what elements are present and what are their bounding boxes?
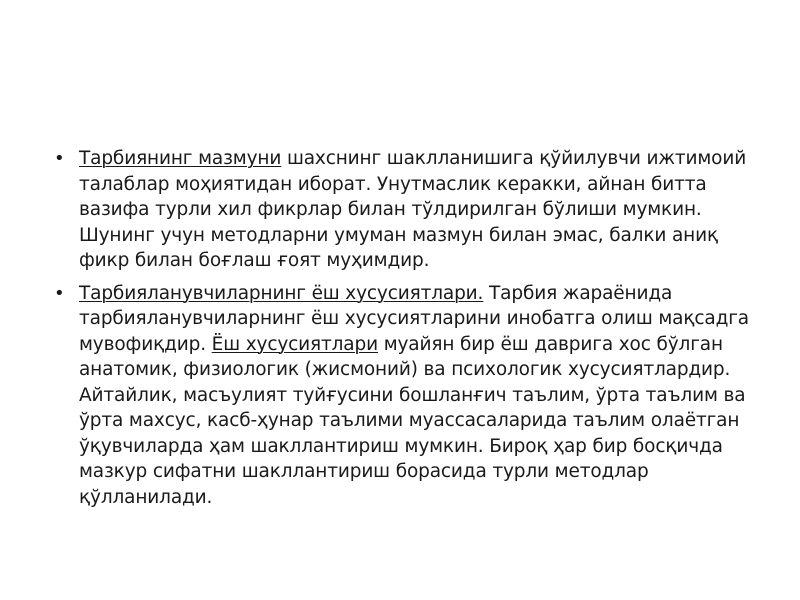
bullet-list xyxy=(50,146,755,510)
bullet-marker: • xyxy=(54,148,65,169)
term-content: Тарбиянинг мазмуни xyxy=(79,148,282,169)
bullet-item-content xyxy=(50,146,755,274)
bullet-text: шахснинг шаклланишига қўйилувчи ижтимоий талаблар моҳиятидан иборат. Унутмаслик керакки, айнан битта вазифа турли хил фикрлар билан тўлдирилган бўлиши мумкин. Шунинг учун методларни умуман мазмун билан эмас, балки аниқ фикр билан боғлаш ғоят муҳимдир. xyxy=(79,148,747,271)
term-age-features-heading: Тарбияланувчиларнинг ёш хусусиятлари. xyxy=(79,282,484,304)
bullet-text-continued: муайян бир ёш даврига хос бўлган анатомик, физиологик (жисмоний) ва психологик хусусиятлардир. Айтайлик, масъулият туйғусини бошланғич таълим, ўрта таълим ва ўрта махсус, касб-ҳунар таълими муассасаларида таълим олаётган ўқувчиларда ҳам шакллантириш мумкин. Бироқ ҳар бир босқичда мазкур сифатни шакллантириш борасида турли методлар қўлланилади. xyxy=(79,333,746,508)
term-age-features: Ёш хусусиятлари xyxy=(211,333,378,355)
bullet-item-age-features xyxy=(50,281,755,511)
bullet-text: Тарбия жараёнида тарбияланувчиларнинг ёш хусусиятларини инобатга олиш мақсадга мувофиқдир. xyxy=(79,282,749,355)
bullet-marker: • xyxy=(54,282,65,304)
